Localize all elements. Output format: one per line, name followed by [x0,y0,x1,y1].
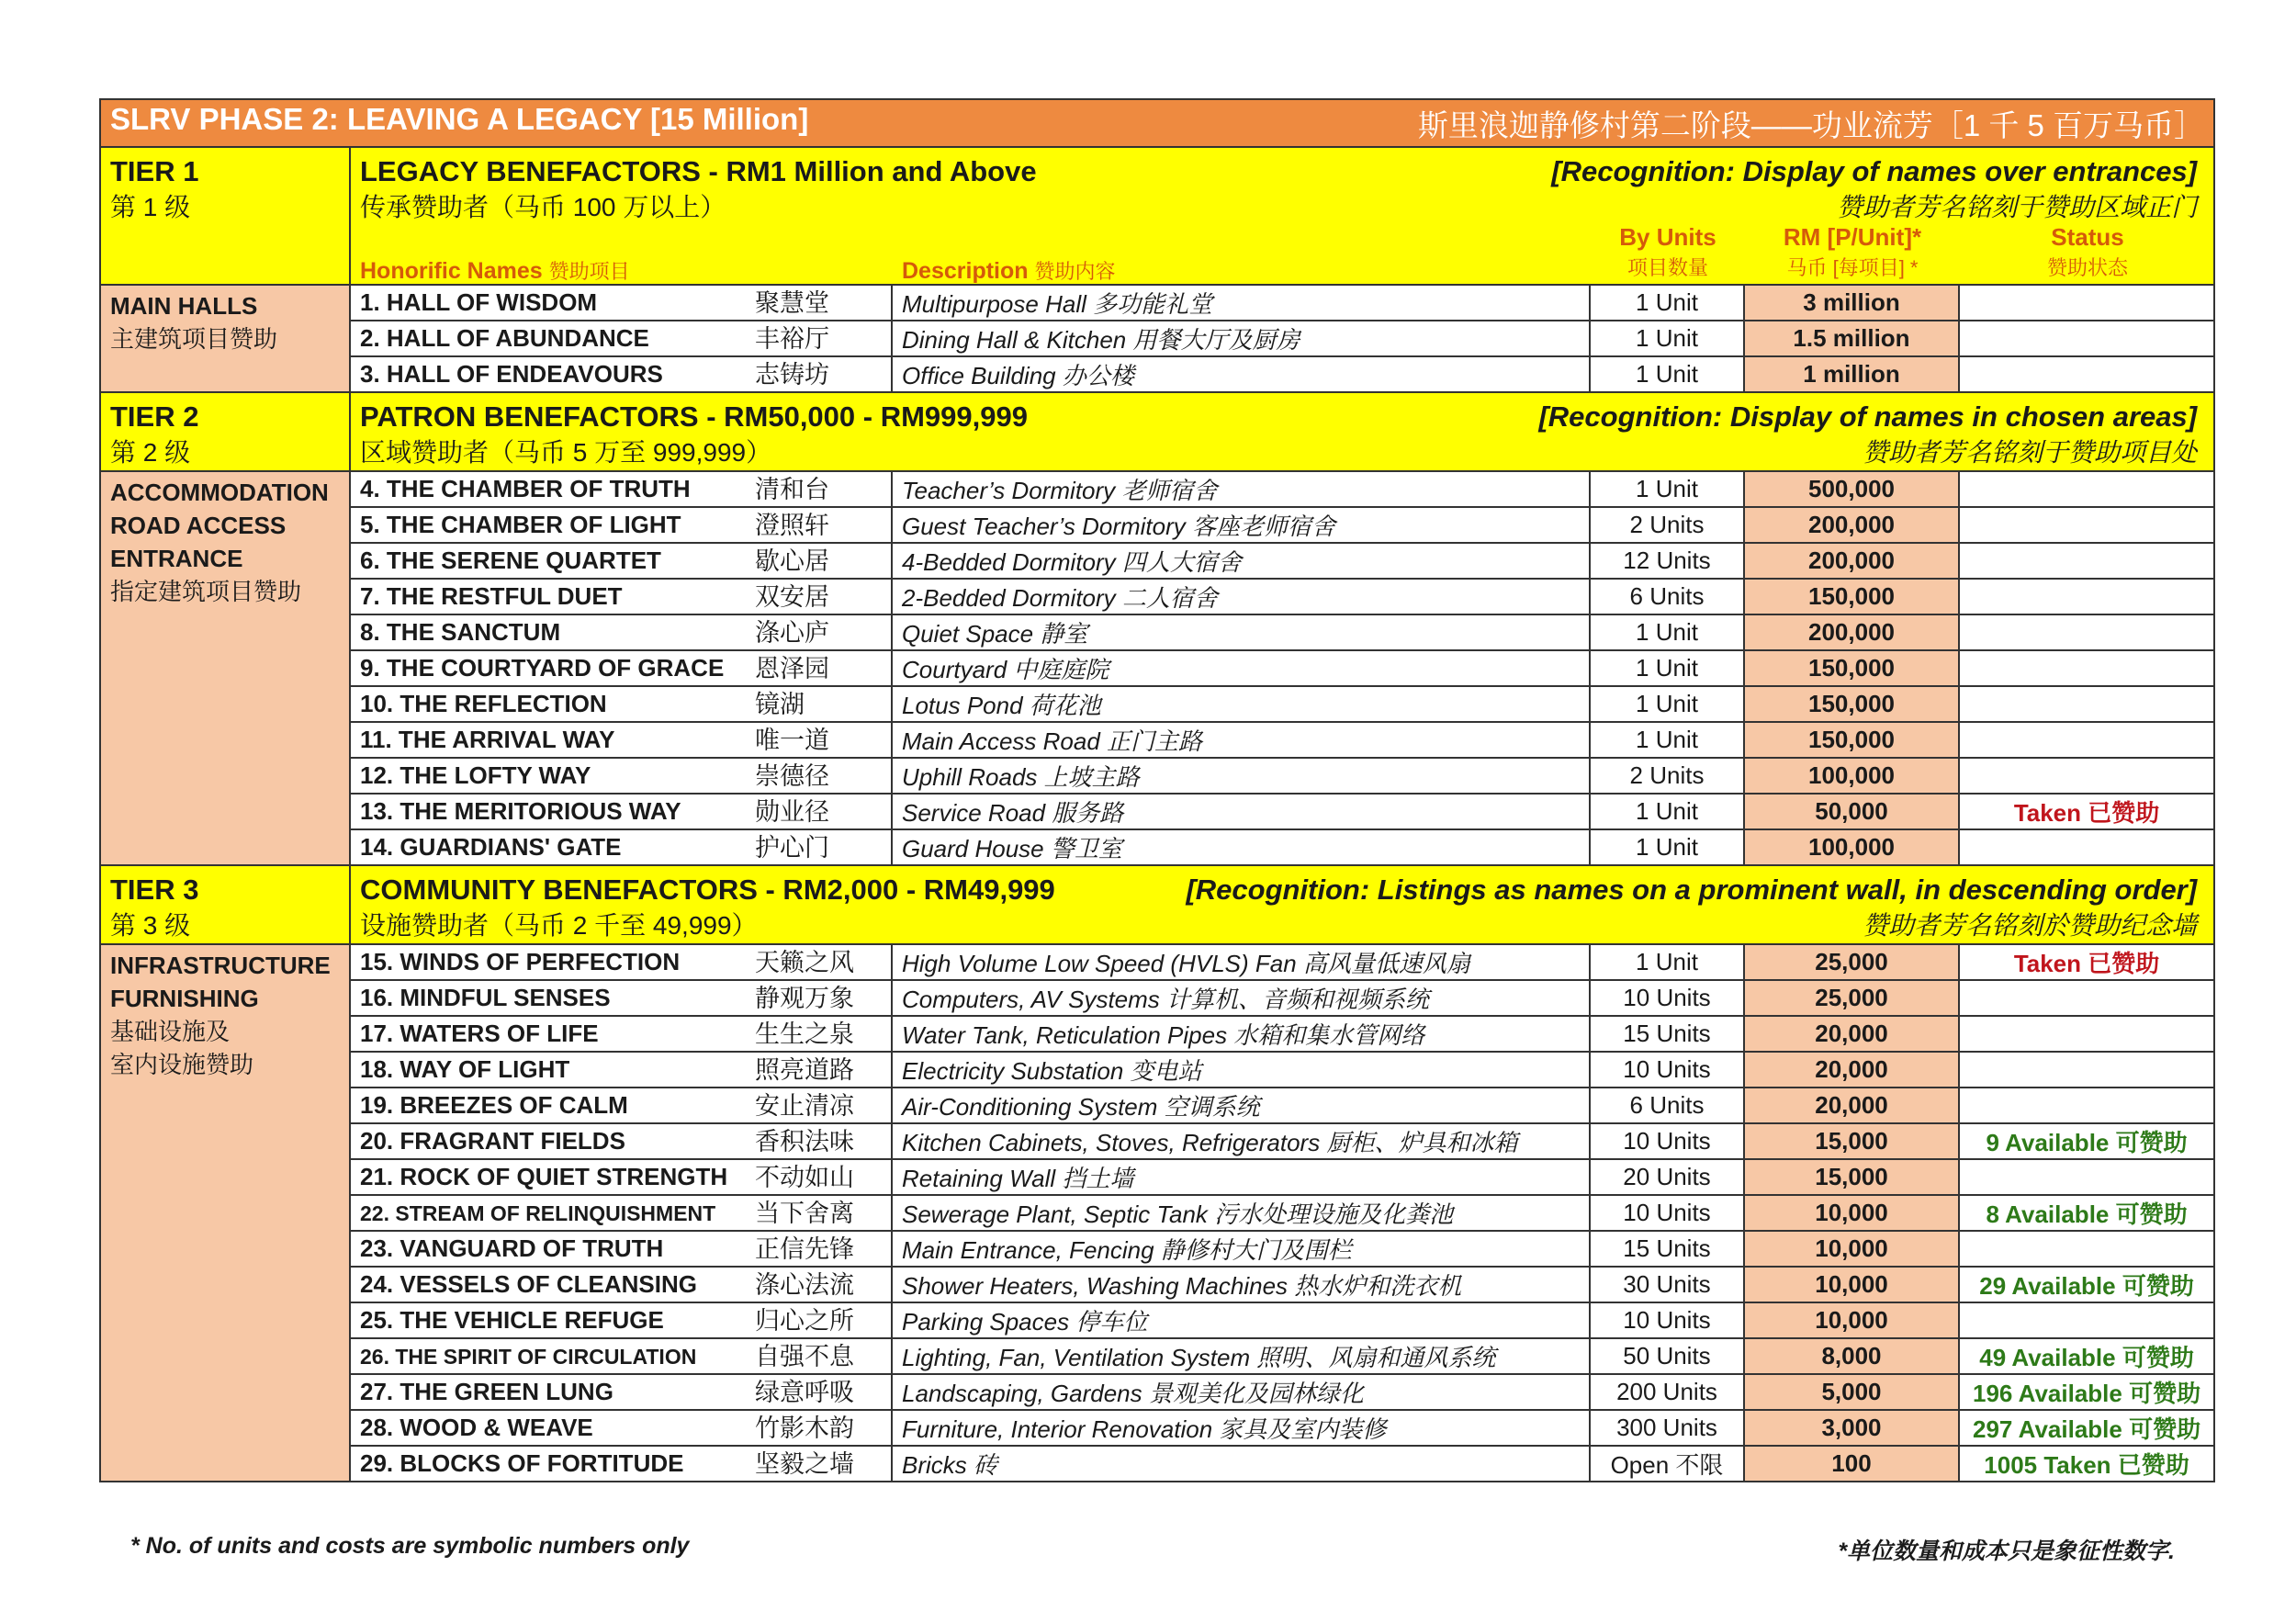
status-cell: 1005 Taken 已赞助 [1959,1446,2214,1482]
tier-title: COMMUNITY BENEFACTORS - RM2,000 - RM49,999 [360,873,1055,906]
honorific-name-cn: 香积法味 [755,1128,854,1155]
price-cell: 25,000 [1744,944,1959,980]
description-cell: Sewerage Plant, Septic Tank 污水处理设施及化粪池 [892,1195,1590,1231]
honorific-name-cell [350,543,892,579]
units-cell: 1 Unit [1590,944,1744,980]
price-cell: 150,000 [1744,722,1959,758]
status-cell [1959,980,2214,1016]
table-row [100,543,2214,579]
status-cell [1959,321,2214,356]
description-cell: Landscaping, Gardens 景观美化及园林绿化 [892,1374,1590,1410]
table-row [100,980,2214,1016]
status-cell: 29 Available 可赞助 [1959,1267,2214,1302]
honorific-name-cn: 聚慧堂 [755,289,829,317]
tier-title-cell [350,147,2214,285]
honorific-name-cell [350,1159,892,1195]
header-description-cn: 赞助内容 [1034,260,1116,283]
legacy-table [99,98,2215,1482]
description-cell: Service Road 服务路 [892,794,1590,829]
honorific-name-cn: 护心门 [755,834,829,862]
table-row [100,650,2214,686]
header-units-en: By Units [1619,223,1716,251]
honorific-name-cn: 清和台 [755,476,829,503]
category-line: ACCOMMODATION [110,479,329,506]
table-row [100,1410,2214,1446]
units-cell: 2 Units [1590,758,1744,794]
units-cell: 1 Unit [1590,794,1744,829]
honorific-name: 12. THE LOFTY WAY [360,761,591,789]
units-cell: 10 Units [1590,1123,1744,1159]
price-cell: 5,000 [1744,1374,1959,1410]
honorific-name: 9. THE COURTYARD OF GRACE [360,654,725,682]
honorific-name-cn: 涤心法流 [755,1271,854,1299]
header-price-en: RM [P/Unit]* [1783,223,1922,251]
description-cell: Air-Conditioning System 空调系统 [892,1088,1590,1123]
table-row [100,722,2214,758]
honorific-name-cell [350,471,892,507]
units-cell: 30 Units [1590,1267,1744,1302]
status-cell [1959,1016,2214,1052]
honorific-name: 28. WOOD & WEAVE [360,1414,593,1441]
honorific-name-cell [350,686,892,722]
category-cell [100,471,350,865]
price-cell: 10,000 [1744,1195,1959,1231]
units-cell: 1 Unit [1590,614,1744,650]
status-cell: 8 Available 可赞助 [1959,1195,2214,1231]
status-cell: 49 Available 可赞助 [1959,1338,2214,1374]
honorific-name: 4. THE CHAMBER OF TRUTH [360,475,691,502]
honorific-name-cell [350,285,892,321]
honorific-name-cn: 生生之泉 [755,1020,854,1048]
honorific-name-cell [350,1195,892,1231]
table-row [100,758,2214,794]
units-cell: 10 Units [1590,1302,1744,1338]
price-cell: 1.5 million [1744,321,1959,356]
honorific-name: 21. ROCK OF QUIET STRENGTH [360,1163,728,1190]
honorific-name-cn: 静观万象 [755,985,854,1012]
table-row [100,1123,2214,1159]
honorific-name-cn: 丰裕厅 [755,325,829,353]
honorific-name: 10. THE REFLECTION [360,690,607,717]
units-cell: 6 Units [1590,579,1744,614]
honorific-name-cell [350,1267,892,1302]
honorific-name-cn: 唯一道 [755,727,829,754]
status-cell [1959,356,2214,392]
footnote-right: *单位数量和成本只是象征性数字. [1838,1538,2175,1564]
units-cell: 6 Units [1590,1088,1744,1123]
tier-label-cn: 第 2 级 [110,438,191,467]
honorific-name: 16. MINDFUL SENSES [360,984,611,1011]
honorific-name: 2. HALL OF ABUNDANCE [360,324,649,352]
honorific-name-cell [350,1446,892,1482]
price-cell: 150,000 [1744,686,1959,722]
units-cell: 1 Unit [1590,829,1744,865]
tier-label-cn: 第 1 级 [110,193,191,221]
tier-title-cell [350,392,2214,471]
tier-label: TIER 1 [110,155,199,187]
status-cell: Taken 已赞助 [1959,794,2214,829]
price-cell: 15,000 [1744,1159,1959,1195]
title-left: SLRV PHASE 2: LEAVING A LEGACY [15 Million] [110,101,809,136]
category-line: 基础设施及 [110,1018,231,1045]
honorific-name: 25. THE VEHICLE REFUGE [360,1306,664,1334]
table-row [100,471,2214,507]
price-cell: 10,000 [1744,1302,1959,1338]
header-units [1591,221,1745,284]
header-status [1960,221,2214,284]
description-cell: Main Entrance, Fencing 静修村大门及围栏 [892,1231,1590,1267]
price-cell: 15,000 [1744,1123,1959,1159]
table-row [100,1052,2214,1088]
units-cell: 1 Unit [1590,722,1744,758]
honorific-name-cn: 天籁之风 [755,949,854,976]
status-cell [1959,758,2214,794]
honorific-name-cn: 正信先锋 [755,1235,854,1263]
honorific-name: 5. THE CHAMBER OF LIGHT [360,511,681,538]
description-cell: Quiet Space 静室 [892,614,1590,650]
category-line: FURNISHING [110,985,259,1012]
units-cell: 1 Unit [1590,356,1744,392]
units-cell: 20 Units [1590,1159,1744,1195]
honorific-name: 13. THE MERITORIOUS WAY [360,797,681,825]
tier-label: TIER 2 [110,400,199,433]
status-cell [1959,614,2214,650]
tier-title-cell [350,865,2214,944]
honorific-name-cell [350,1052,892,1088]
status-cell [1959,650,2214,686]
description-cell: Retaining Wall 挡土墙 [892,1159,1590,1195]
status-cell [1959,507,2214,543]
units-cell: 1 Unit [1590,686,1744,722]
category-line: 室内设施赞助 [110,1051,254,1078]
price-cell: 10,000 [1744,1267,1959,1302]
table-row [100,285,2214,321]
honorific-name: 22. STREAM OF RELINQUISHMENT [360,1201,716,1225]
honorific-name-cn: 澄照轩 [755,512,829,539]
table-row [100,614,2214,650]
status-cell [1959,829,2214,865]
table-row [100,1267,2214,1302]
honorific-name-cn: 志铸坊 [755,361,829,389]
header-status-en: Status [2051,223,2124,251]
category-line: 指定建筑项目赞助 [110,578,302,605]
tier-recognition: [Recognition: Display of names in chosen areas] [1538,400,2198,433]
title-row [100,99,2214,147]
tier-recognition-cn: 赞助者芳名铭刻于赞助项目处 [1863,438,2198,467]
table-row [100,579,2214,614]
status-cell [1959,285,2214,321]
honorific-name: 6. THE SERENE QUARTET [360,547,661,574]
price-cell: 150,000 [1744,650,1959,686]
honorific-name-cell [350,579,892,614]
units-cell: 200 Units [1590,1374,1744,1410]
honorific-name: 14. GUARDIANS' GATE [360,833,622,861]
table-row [100,1338,2214,1374]
description-cell: Uphill Roads 上坡主路 [892,758,1590,794]
honorific-name-cn: 崇德径 [755,762,829,790]
honorific-name-cell [350,829,892,865]
honorific-name-cn: 恩泽园 [755,655,829,682]
honorific-name-cn: 绿意呼吸 [755,1379,854,1406]
description-cell: Teacher’s Dormitory 老师宿舍 [892,471,1590,507]
description-cell: Courtyard 中庭庭院 [892,650,1590,686]
status-cell [1959,722,2214,758]
status-cell [1959,1231,2214,1267]
units-cell: 1 Unit [1590,321,1744,356]
status-cell [1959,1159,2214,1195]
units-cell: 300 Units [1590,1410,1744,1446]
price-cell: 1 million [1744,356,1959,392]
description-cell: Dining Hall & Kitchen 用餐大厅及厨房 [892,321,1590,356]
price-cell: 100,000 [1744,829,1959,865]
table-row [100,686,2214,722]
honorific-name-cn: 自强不息 [755,1343,854,1370]
honorific-name-cn: 歇心居 [755,547,829,575]
honorific-name-cell [350,1374,892,1410]
honorific-name-cn: 照亮道路 [755,1056,854,1084]
header-honorific-cn: 赞助项目 [548,260,630,283]
honorific-name-cell [350,356,892,392]
table-row [100,507,2214,543]
units-cell: 10 Units [1590,980,1744,1016]
description-cell: Main Access Road 正门主路 [892,722,1590,758]
header-units-cn: 项目数量 [1626,256,1708,279]
description-cell: Kitchen Cabinets, Stoves, Refrigerators 厨柜、炉具和冰箱 [892,1123,1590,1159]
header-price-cn: 马币 [每项目] * [1786,256,1919,279]
status-cell [1959,471,2214,507]
honorific-name-cn: 竹影木韵 [755,1414,854,1442]
tier-2-header-row [100,392,2214,471]
description-cell: Office Building 办公楼 [892,356,1590,392]
table-row [100,1159,2214,1195]
units-cell: 12 Units [1590,543,1744,579]
status-cell: 196 Available 可赞助 [1959,1374,2214,1410]
category-line: ENTRANCE [110,545,243,572]
honorific-name-cn: 镜湖 [755,691,805,718]
table-row [100,944,2214,980]
units-cell: 15 Units [1590,1231,1744,1267]
units-cell: 1 Unit [1590,650,1744,686]
category-cell [100,285,350,392]
tier-label-cell [100,147,350,285]
table-row [100,356,2214,392]
price-cell: 200,000 [1744,507,1959,543]
honorific-name: 3. HALL OF ENDEAVOURS [360,360,663,388]
honorific-name-cn: 不动如山 [755,1164,854,1191]
units-cell: 15 Units [1590,1016,1744,1052]
honorific-name-cell [350,944,892,980]
units-cell: 1 Unit [1590,285,1744,321]
footnote-left: * No. of units and costs are symbolic numbers only [130,1533,690,1559]
description-cell: 2-Bedded Dormitory 二人宿舍 [892,579,1590,614]
title-cell [100,99,2214,147]
tier-recognition: [Recognition: Display of names over entrances] [1551,155,2198,187]
price-cell: 10,000 [1744,1231,1959,1267]
price-cell: 200,000 [1744,543,1959,579]
honorific-name: 24. VESSELS OF CLEANSING [360,1270,697,1298]
honorific-name-cell [350,722,892,758]
honorific-name: 15. WINDS OF PERFECTION [360,948,681,975]
description-cell: Parking Spaces 停车位 [892,1302,1590,1338]
price-cell: 200,000 [1744,614,1959,650]
description-cell: Water Tank, Reticulation Pipes 水箱和集水管网络 [892,1016,1590,1052]
honorific-name-cell [350,1016,892,1052]
honorific-name-cell [350,1410,892,1446]
price-cell: 150,000 [1744,579,1959,614]
table-row [100,1302,2214,1338]
tier-label: TIER 3 [110,873,199,906]
honorific-name-cell [350,1338,892,1374]
tier-label-cell [100,865,350,944]
honorific-name-cell [350,321,892,356]
price-cell: 25,000 [1744,980,1959,1016]
description-cell: Computers, AV Systems 计算机、音频和视频系统 [892,980,1590,1016]
tier-title-cn: 传承赞助者（马币 100 万以上） [360,193,726,221]
description-cell: High Volume Low Speed (HVLS) Fan 高风量低速风扇 [892,944,1590,980]
header-description [902,256,1116,285]
honorific-name-cell [350,758,892,794]
honorific-name-cn: 当下舍离 [755,1200,854,1227]
title-right: 斯里浪迦静修村第二阶段——功业流芳［1 千 5 百万马币］ [1417,107,2205,142]
units-cell: 1 Unit [1590,471,1744,507]
description-cell: Lighting, Fan, Ventilation System 照明、风扇和通风系统 [892,1338,1590,1374]
honorific-name-cell [350,980,892,1016]
honorific-name: 1. HALL OF WISDOM [360,288,598,316]
honorific-name: 20. FRAGRANT FIELDS [360,1127,625,1155]
tier-3-header-row [100,865,2214,944]
honorific-name-cn: 勋业径 [755,798,829,826]
description-cell: Electricity Substation 变电站 [892,1052,1590,1088]
price-cell: 8,000 [1744,1338,1959,1374]
header-status-cn: 赞助状态 [2046,256,2128,279]
description-cell: Lotus Pond 荷花池 [892,686,1590,722]
tier-recognition: [Recognition: Listings as names on a prominent wall, in descending order] [1186,873,2198,906]
price-cell: 100,000 [1744,758,1959,794]
honorific-name: 18. WAY OF LIGHT [360,1055,570,1083]
table-row [100,1231,2214,1267]
honorific-name-cell [350,1123,892,1159]
legacy-table-sheet [99,98,2213,1482]
honorific-name: 26. THE SPIRIT OF CIRCULATION [360,1345,697,1369]
honorific-name-cn: 涤心庐 [755,619,829,647]
units-cell: Open 不限 [1590,1446,1744,1482]
units-cell: 50 Units [1590,1338,1744,1374]
tier-recognition-cn: 赞助者芳名铭刻于赞助区域正门 [1837,193,2198,221]
price-cell: 3 million [1744,285,1959,321]
table-row [100,321,2214,356]
category-line: INFRASTRUCTURE [110,952,331,979]
price-cell: 20,000 [1744,1016,1959,1052]
status-cell: 297 Available 可赞助 [1959,1410,2214,1446]
status-cell [1959,1302,2214,1338]
category-line: MAIN HALLS [110,292,258,320]
header-honorific-en: Honorific Names [360,258,543,284]
honorific-name: 19. BREEZES OF CALM [360,1091,628,1119]
tier-label-cn: 第 3 级 [110,911,191,940]
table-row [100,1374,2214,1410]
header-honorific [360,256,630,285]
honorific-name-cell [350,614,892,650]
price-cell: 20,000 [1744,1052,1959,1088]
status-cell [1959,543,2214,579]
honorific-name-cn: 双安居 [755,583,829,611]
tier-title-cn: 区域赞助者（马币 5 万至 999,999） [360,438,772,467]
honorific-name: 11. THE ARRIVAL WAY [360,726,615,753]
description-cell: 4-Bedded Dormitory 四人大宿舍 [892,543,1590,579]
description-cell: Shower Heaters, Washing Machines 热水炉和洗衣机 [892,1267,1590,1302]
honorific-name: 8. THE SANCTUM [360,618,561,646]
description-cell: Multipurpose Hall 多功能礼堂 [892,285,1590,321]
category-line: ROAD ACCESS [110,512,287,539]
honorific-name-cell [350,507,892,543]
honorific-name-cell [350,1231,892,1267]
honorific-name: 23. VANGUARD OF TRUTH [360,1234,664,1262]
honorific-name-cn: 坚毅之墙 [755,1450,854,1478]
tier-recognition-cn: 赞助者芳名铭刻於赞助纪念墙 [1863,911,2198,940]
tier-title: PATRON BENEFACTORS - RM50,000 - RM999,999 [360,400,1028,433]
honorific-name-cell [350,794,892,829]
honorific-name: 27. THE GREEN LUNG [360,1378,613,1405]
honorific-name: 29. BLOCKS OF FORTITUDE [360,1449,684,1477]
description-cell: Guard House 警卫室 [892,829,1590,865]
units-cell: 2 Units [1590,507,1744,543]
description-cell: Guest Teacher’s Dormitory 客座老师宿舍 [892,507,1590,543]
honorific-name: 17. WATERS OF LIFE [360,1020,599,1047]
category-line: 主建筑项目赞助 [110,325,278,353]
price-cell: 3,000 [1744,1410,1959,1446]
table-row [100,1195,2214,1231]
honorific-name-cn: 归心之所 [755,1307,854,1335]
honorific-name-cell [350,1302,892,1338]
status-cell [1959,1088,2214,1123]
status-cell [1959,579,2214,614]
category-cell [100,944,350,1482]
status-cell [1959,686,2214,722]
table-row [100,1446,2214,1482]
description-cell: Bricks 砖 [892,1446,1590,1482]
status-cell: 9 Available 可赞助 [1959,1123,2214,1159]
tier-1-header-row [100,147,2214,285]
units-cell: 10 Units [1590,1195,1744,1231]
price-cell: 500,000 [1744,471,1959,507]
tier-label-cell [100,392,350,471]
honorific-name-cell [350,650,892,686]
price-cell: 100 [1744,1446,1959,1482]
tier-title-cn: 设施赞助者（马币 2 千至 49,999） [360,911,758,940]
header-description-en: Description [902,258,1029,284]
table-row [100,1016,2214,1052]
table-row [100,1088,2214,1123]
header-price [1745,221,1960,284]
honorific-name: 7. THE RESTFUL DUET [360,582,623,610]
honorific-name-cn: 安止清凉 [755,1092,854,1120]
status-cell [1959,1052,2214,1088]
price-cell: 20,000 [1744,1088,1959,1123]
price-cell: 50,000 [1744,794,1959,829]
table-row [100,794,2214,829]
description-cell: Furniture, Interior Renovation 家具及室内装修 [892,1410,1590,1446]
units-cell: 10 Units [1590,1052,1744,1088]
tier-title: LEGACY BENEFACTORS - RM1 Million and Above [360,155,1037,187]
honorific-name-cell [350,1088,892,1123]
table-row [100,829,2214,865]
status-cell: Taken 已赞助 [1959,944,2214,980]
